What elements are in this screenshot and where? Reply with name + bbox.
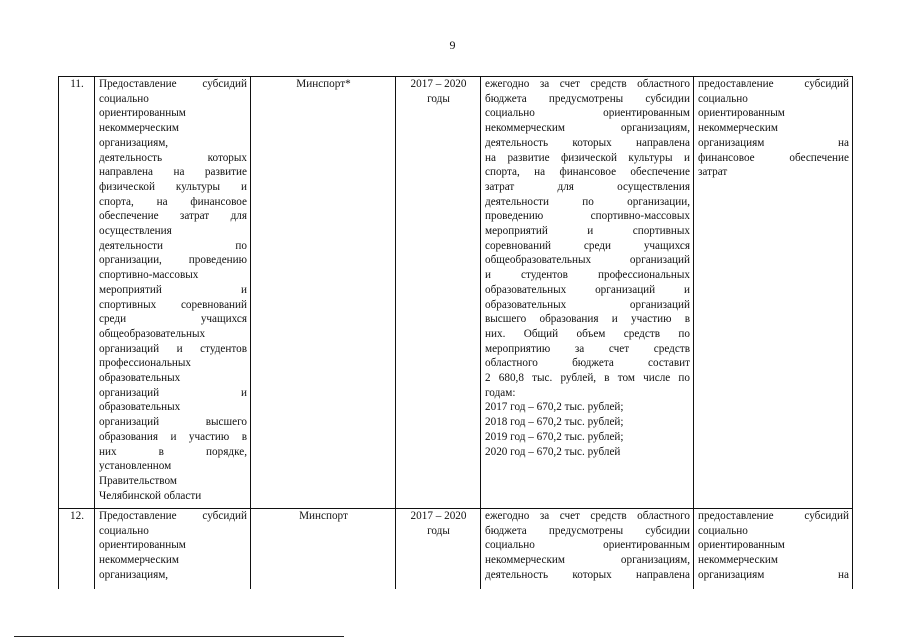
text-line: деятельность которых направлена: [485, 136, 690, 149]
text-line: ежегодно за счет средств областного: [485, 510, 690, 522]
result-cell: [694, 509, 853, 589]
text-line: Челябинской области: [99, 489, 202, 502]
text-line: финансовое обеспечение: [698, 151, 849, 164]
page-number: 9: [449, 38, 456, 52]
period-cell: 2017 – 2020 годы: [396, 77, 481, 509]
text-line: ежегодно за счет средств областного: [485, 78, 690, 90]
text-line: организаций и студентов: [99, 342, 247, 355]
row-number-cell: 12.: [59, 509, 95, 589]
text-line: некоммерческим: [698, 122, 778, 135]
text-line: некоммерческим: [99, 122, 179, 135]
text-line: образовательных организаций: [485, 298, 690, 311]
agency-cell: Минспорт*: [251, 77, 396, 509]
text-line: деятельности по: [99, 239, 247, 252]
text-line: спортивных соревнований: [99, 298, 247, 311]
text-line: организациям,: [99, 136, 169, 149]
text-line: социально ориентированным: [485, 539, 690, 552]
text-line: и студентов профессиональных: [485, 269, 690, 282]
table-row: [59, 509, 853, 589]
text-line: некоммерческим организациям,: [485, 122, 690, 135]
text-line: организации, проведению: [99, 254, 247, 267]
text-line: социально: [99, 92, 149, 105]
text-line: 2019 год – 670,2 тыс. рублей;: [485, 430, 624, 443]
text-line: деятельности по организации,: [485, 195, 690, 208]
text-line: ориентированным: [99, 539, 186, 552]
text-line: социально: [99, 524, 149, 537]
text-line: спортивно-массовых: [99, 269, 199, 282]
text-line: общеобразовательных организаций: [485, 254, 690, 267]
text-line: осуществления: [99, 225, 172, 238]
measures-table: [58, 76, 853, 589]
text-line: спорта, на финансовое: [99, 195, 247, 208]
text-line: ориентированным: [698, 107, 785, 120]
measure-cell: [95, 509, 251, 589]
text-line: среди учащихся: [99, 313, 247, 326]
text-line: предоставление субсидий: [698, 510, 849, 522]
text-line: бюджета предусмотрены субсидии: [485, 524, 690, 537]
text-line: областного бюджета составит: [485, 357, 690, 370]
text-line: проведению спортивно-массовых: [485, 210, 690, 223]
text-line: 2020 год – 670,2 тыс. рублей: [485, 445, 621, 458]
text-line: социально ориентированным: [485, 107, 690, 120]
text-line: образования и участию в: [99, 430, 247, 443]
text-line: мероприятию за счет средств: [485, 342, 690, 355]
text-line: обеспечение затрат для: [99, 210, 247, 223]
result-cell: [694, 77, 853, 509]
measure-cell: [95, 77, 251, 509]
text-line: них. Общий объем средств по: [485, 327, 690, 340]
text-line: общеобразовательных: [99, 327, 206, 340]
text-line: 2018 год – 670,2 тыс. рублей;: [485, 416, 624, 429]
text-line: ориентированным: [99, 107, 186, 120]
text-line: образовательных организаций и: [485, 283, 690, 296]
funding-cell: [481, 77, 694, 509]
text-line: образовательных: [99, 372, 181, 385]
text-line: физической культуры и: [99, 180, 247, 193]
text-line: бюджета предусмотрены субсидии: [485, 92, 690, 105]
text-line: 2017 год – 670,2 тыс. рублей;: [485, 401, 624, 414]
text-line: направлена на развитие: [99, 166, 247, 179]
text-line: мероприятий и спортивных: [485, 225, 690, 238]
text-line: организаций высшего: [99, 416, 247, 429]
text-line: на развитие физической культуры и: [485, 151, 690, 164]
text-line: некоммерческим: [698, 554, 778, 567]
funding-cell: [481, 509, 694, 589]
text-line: организаций и: [99, 386, 247, 399]
text-line: профессиональных: [99, 357, 192, 370]
table-row: [59, 77, 853, 509]
text-line: Предоставление субсидий: [99, 510, 247, 522]
text-line: организациям,: [99, 568, 169, 581]
text-line: деятельность которых направлена: [485, 568, 690, 581]
text-line: социально: [698, 524, 748, 537]
text-line: некоммерческим: [99, 554, 179, 567]
text-line: Предоставление субсидий: [99, 78, 247, 90]
footer-rule: [14, 636, 344, 637]
text-line: образовательных: [99, 401, 181, 414]
text-line: деятельность которых: [99, 151, 247, 164]
period-cell: 2017 – 2020 годы: [396, 509, 481, 589]
text-line: соревнований среди учащихся: [485, 239, 690, 252]
text-line: высшего образования и участию в: [485, 313, 690, 326]
text-line: организациям на: [698, 136, 849, 149]
text-line: Правительством: [99, 474, 177, 487]
text-line: организациям на: [698, 568, 849, 581]
text-line: них в порядке,: [99, 445, 247, 458]
agency-cell: Минспорт: [251, 509, 396, 589]
text-line: установленном: [99, 460, 172, 473]
row-number-cell: 11.: [59, 77, 95, 509]
text-line: мероприятий и: [99, 283, 247, 296]
text-line: социально: [698, 92, 748, 105]
text-line: предоставление субсидий: [698, 78, 849, 90]
text-line: годам:: [485, 386, 516, 399]
text-line: затрат для осуществления: [485, 180, 690, 193]
text-line: 2 680,8 тыс. рублей, в том числе по: [485, 372, 690, 385]
text-line: некоммерческим организациям,: [485, 554, 690, 567]
text-line: спорта, на финансовое обеспечение: [485, 166, 690, 179]
text-line: затрат: [698, 166, 728, 179]
text-line: ориентированным: [698, 539, 785, 552]
